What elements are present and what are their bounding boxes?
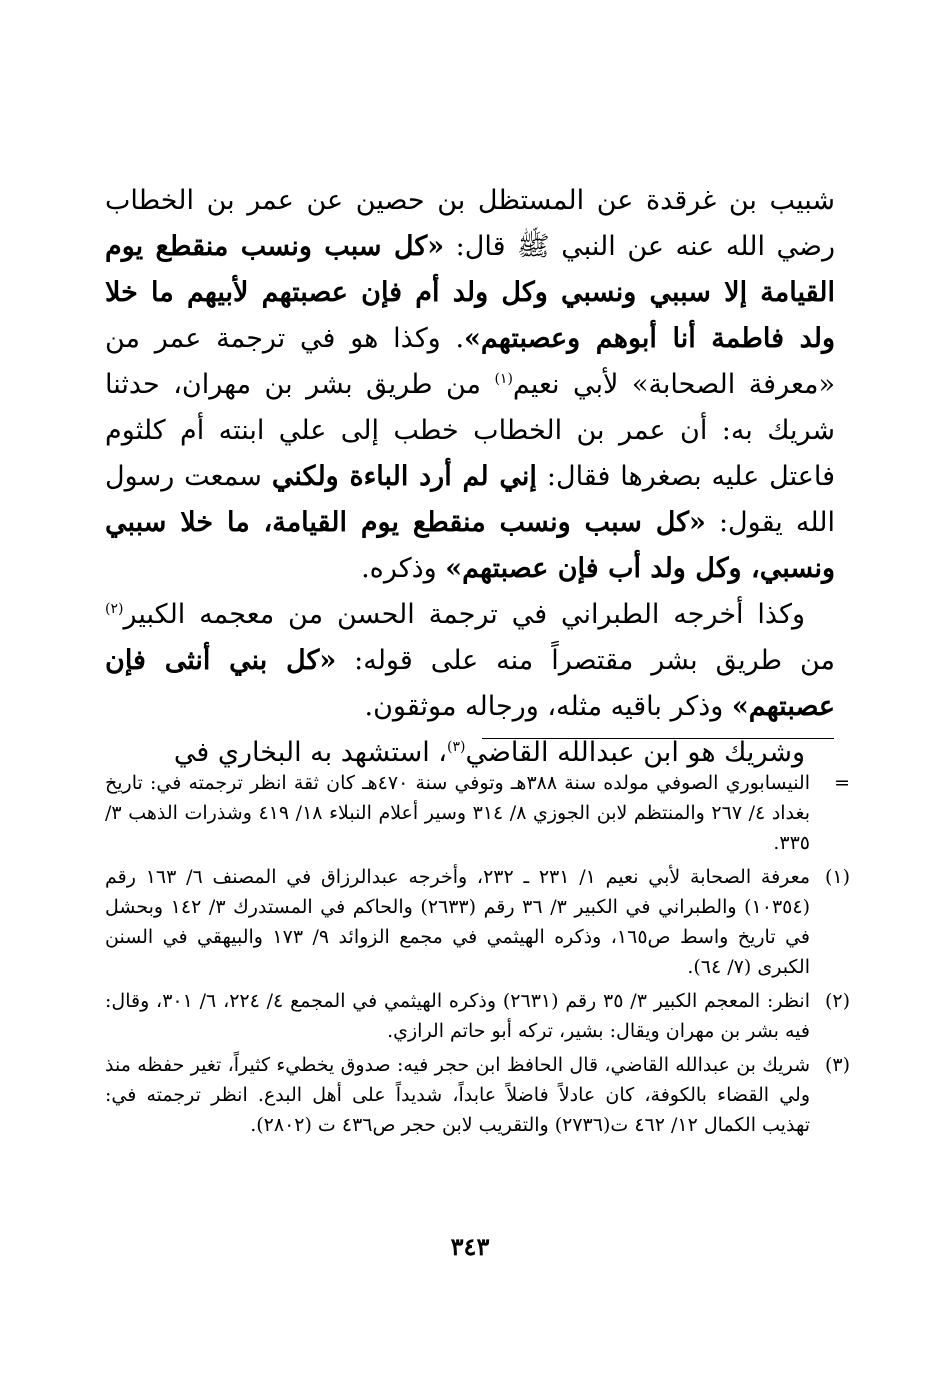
footnote-separator [482,738,834,739]
footnote-text: معرفة الصحابة لأبي نعيم ١/ ٢٣١ ـ ٢٣٢، وأخرجه عبدالرزاق في المصنف ٦/ ١٦٣ رقم (١٠٣٥٤) والطبراني في الكبير ٣/ ٣٦ رقم (٢٦٣٣) والحاكم في المستدرك ٣/ ١٤٢ وبحشل في تاريخ واسط ص١٦٥، وذكره الهيثمي في مجمع الزوائد ٩/ ١٧٣ والبيهقي في السنن الكبرى (٧/ ٦٤). [105,866,810,978]
quote-emphasis: إني لم أرد الباءة ولكني [271,461,537,492]
footnote-ref-2[interactable]: (٢) [105,601,124,617]
text-run: من طريق بشر مقتصراً منه على قوله: [336,645,835,676]
footnote-ref-3[interactable]: (٣) [447,739,466,755]
text-run: . وكذا هو في ترجمة عمر من «معرفة الصحابة» لأبي نعيم [105,323,835,400]
footnote-text: شريك بن عبدالله القاضي، قال الحافظ ابن حجر فيه: صدوق يخطيء كثيراً، تغير حفظه منذ ولي القضاء بالكوفة، كان عادلاً فاضلاً عابداً، شديداً على أهل البدع. انظر ترجمته في: تهذيب الكمال ١٢/ ٤٦٢ ت(٢٧٣٦) والتقريب لابن حجر ص٤٣٦ ت (٢٨٠٢). [105,1054,810,1136]
footnote-continuation [105,768,850,858]
text-run: شبيب بن غرقدة عن المستظل بن حصين عن عمر بن الخطاب رضي الله عنه عن النبي ﷺ قال: [105,185,836,262]
footnote-marker: (٢) [824,990,850,1012]
text-run: وشريك هو ابن عبدالله القاضي [465,737,805,768]
page-number: ٣٤٣ [450,1232,490,1261]
main-text [105,178,835,776]
main-paragraph-2 [105,592,835,730]
main-paragraph-1 [105,178,835,592]
footnote-text: انظر: المعجم الكبير ٣/ ٣٥ رقم (٢٦٣١) وذكره الهيثمي في المجمع ٤/ ٢٢٤، ٦/ ٣٠١، وقال: فيه بشر بن مهران ويقال: بشير، تركه أبو حاتم الرازي. [105,990,810,1042]
hadith-quote: «كل سبب ونسب منقطع يوم القيامة، ما خلا سببي ونسبي، وكل ولد أب فإن عصبتهم» [105,507,835,584]
footnote-text: النيسابوري الصوفي مولده سنة ٣٨٨هـ وتوفي سنة ٤٧٠هـ كان ثقة انظر ترجمته في: تاريخ بغداد ٤/ ٢٦٧ والمنتظم لابن الجوزي ٨/ ٣١٤ وسير أعلام النبلاء ١٨/ ٤١٩ وشذرات الذهب ٣/ ٣٣٥. [105,772,810,854]
footnote-2 [105,986,850,1046]
text-run: ، استشهد به البخاري في [173,737,447,768]
hadith-quote: «كل بني أنثى فإن عصبتهم» [105,645,835,722]
footnote-marker: = [834,772,850,794]
text-run: من طريق بشر بن مهران، حدثنا شريك به: أن عمر بن الخطاب خطب إلى علي ابنته أم كلثوم فاعتل عليه بصغرها فقال: [105,369,836,492]
footnotes [105,768,850,1144]
text-run: وذكره. [361,553,446,584]
text-run: وكذا أخرجه الطبراني في ترجمة الحسن من معجمه الكبير [123,599,805,630]
text-run: سمعت رسول الله يقول: [105,461,835,538]
footnote-ref-1[interactable]: (١) [494,371,513,387]
footnote-marker: (٣) [824,1054,850,1076]
footnote-3 [105,1050,850,1140]
text-run: وذكر باقيه مثله، ورجاله موثقون. [364,691,732,722]
footnote-1 [105,862,850,982]
footnote-marker: (١) [824,866,850,888]
hadith-quote: «كل سبب ونسب منقطع يوم القيامة إلا سببي ونسبي وكل ولد أم فإن عصبتهم لأبيهم ما خلا ولد فاطمة أنا أبوهم وعصبتهم» [105,231,836,354]
